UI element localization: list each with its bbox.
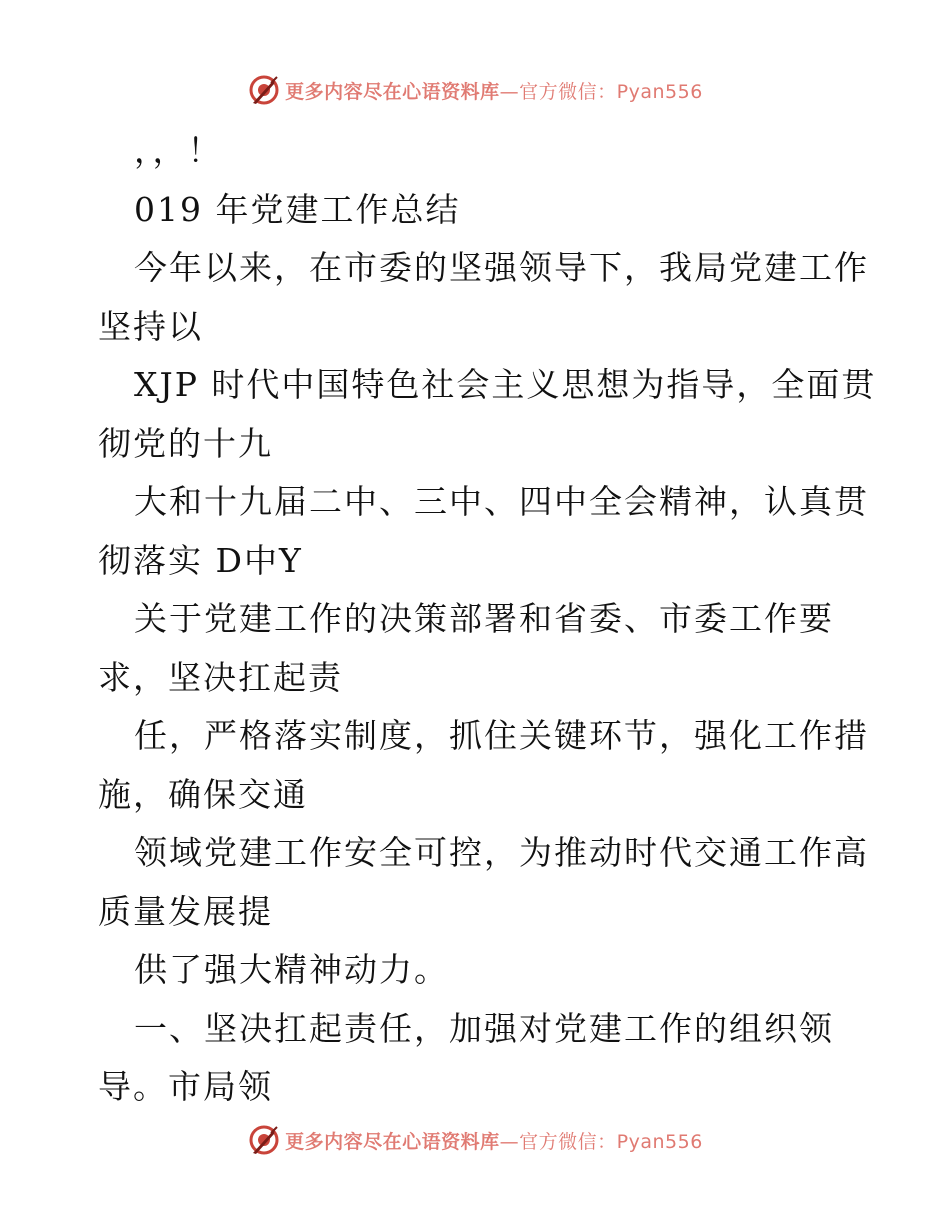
text-line: 导。市局领 xyxy=(98,1067,273,1106)
text-line: 任，严格落实制度，抓住关键环节，强化工作措 xyxy=(134,716,869,755)
footer-watermark xyxy=(0,1120,950,1160)
document-body xyxy=(98,122,877,1117)
watermark-brand: 更多内容尽在心语资料库 xyxy=(285,1130,500,1153)
text-line: 坚持以 xyxy=(98,306,203,346)
text-line: 领域党建工作安全可控，为推动时代交通工作高 xyxy=(134,833,869,872)
text-line: 求，坚决扛起责 xyxy=(98,657,343,697)
text-line: XJP 时代中国特色社会主义思想为指导，全面贯 xyxy=(134,365,877,404)
text-line: 彻党的十九 xyxy=(98,423,273,463)
watermark-text xyxy=(285,77,703,104)
text-line: 大和十九届二中、三中、四中全会精神，认真贯 xyxy=(134,482,869,521)
text-line: 质量发展提 xyxy=(98,891,273,931)
pen-circle-logo-icon xyxy=(247,73,281,107)
text-line: 彻落实 D中Y xyxy=(98,540,303,580)
text-line: 关于党建工作的决策部署和省委、市委工作要 xyxy=(134,599,834,638)
text-line: 施，确保交通 xyxy=(98,774,308,814)
pen-circle-logo-icon xyxy=(247,1123,281,1157)
text-line: ，，！ xyxy=(134,131,223,170)
header-watermark xyxy=(0,70,950,110)
watermark-brand: 更多内容尽在心语资料库 xyxy=(285,80,500,103)
text-line: 019 年党建工作总结 xyxy=(134,189,461,229)
watermark-text xyxy=(285,1127,703,1154)
text-line: 供了强大精神动力。 xyxy=(134,950,449,989)
text-line: 今年以来，在市委的坚强领导下，我局党建工作 xyxy=(134,248,869,287)
watermark-contact: —官方微信：Pyan556 xyxy=(499,1130,703,1153)
text-line: 一、坚决扛起责任，加强对党建工作的组织领 xyxy=(134,1008,834,1048)
watermark-contact: —官方微信：Pyan556 xyxy=(499,80,703,103)
